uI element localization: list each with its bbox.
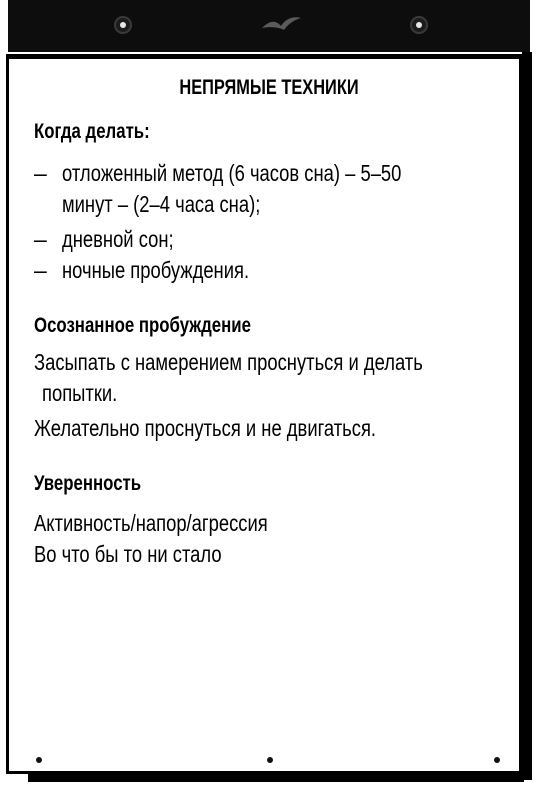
paragraph-line: попытки. [42,380,118,406]
list-item-text: ночные пробуждения. [62,257,250,283]
list-bullet: – [34,160,47,186]
paragraph-line: Засыпать с намерением проснуться и делать [34,349,423,375]
clip-rivet [120,22,126,28]
binder-clip-icon [410,16,428,34]
list-item-text: дневной сон; [62,226,174,252]
pin-icon [494,757,500,763]
list-item-text: минут – (2–4 часа сна); [62,191,261,217]
section-heading-when: Когда делать: [34,120,150,143]
clip-rivet [416,22,422,28]
paragraph-line: Активность/напор/агрессия [34,510,268,536]
pin-icon [36,757,42,763]
board-right-edge [522,52,532,780]
bird-logo-icon [260,14,302,34]
page-title: НЕПРЯМЫЕ ТЕХНИКИ [179,76,359,99]
board-bottom-edge [28,774,524,782]
section-heading-confidence: Уверенность [34,472,142,495]
paragraph-line: Во что бы то ни стало [34,541,222,567]
list-bullet: – [34,226,47,252]
paragraph-line: Желательно проснуться и не двигаться. [34,415,377,441]
list-bullet: – [34,257,47,283]
list-item-text: отложенный метод (6 часов сна) – 5–50 [62,160,402,186]
pin-icon [267,757,273,763]
flipchart-header-bar [8,0,530,52]
binder-clip-icon [114,16,132,34]
section-heading-awakening: Осознанное пробуждение [34,314,251,337]
